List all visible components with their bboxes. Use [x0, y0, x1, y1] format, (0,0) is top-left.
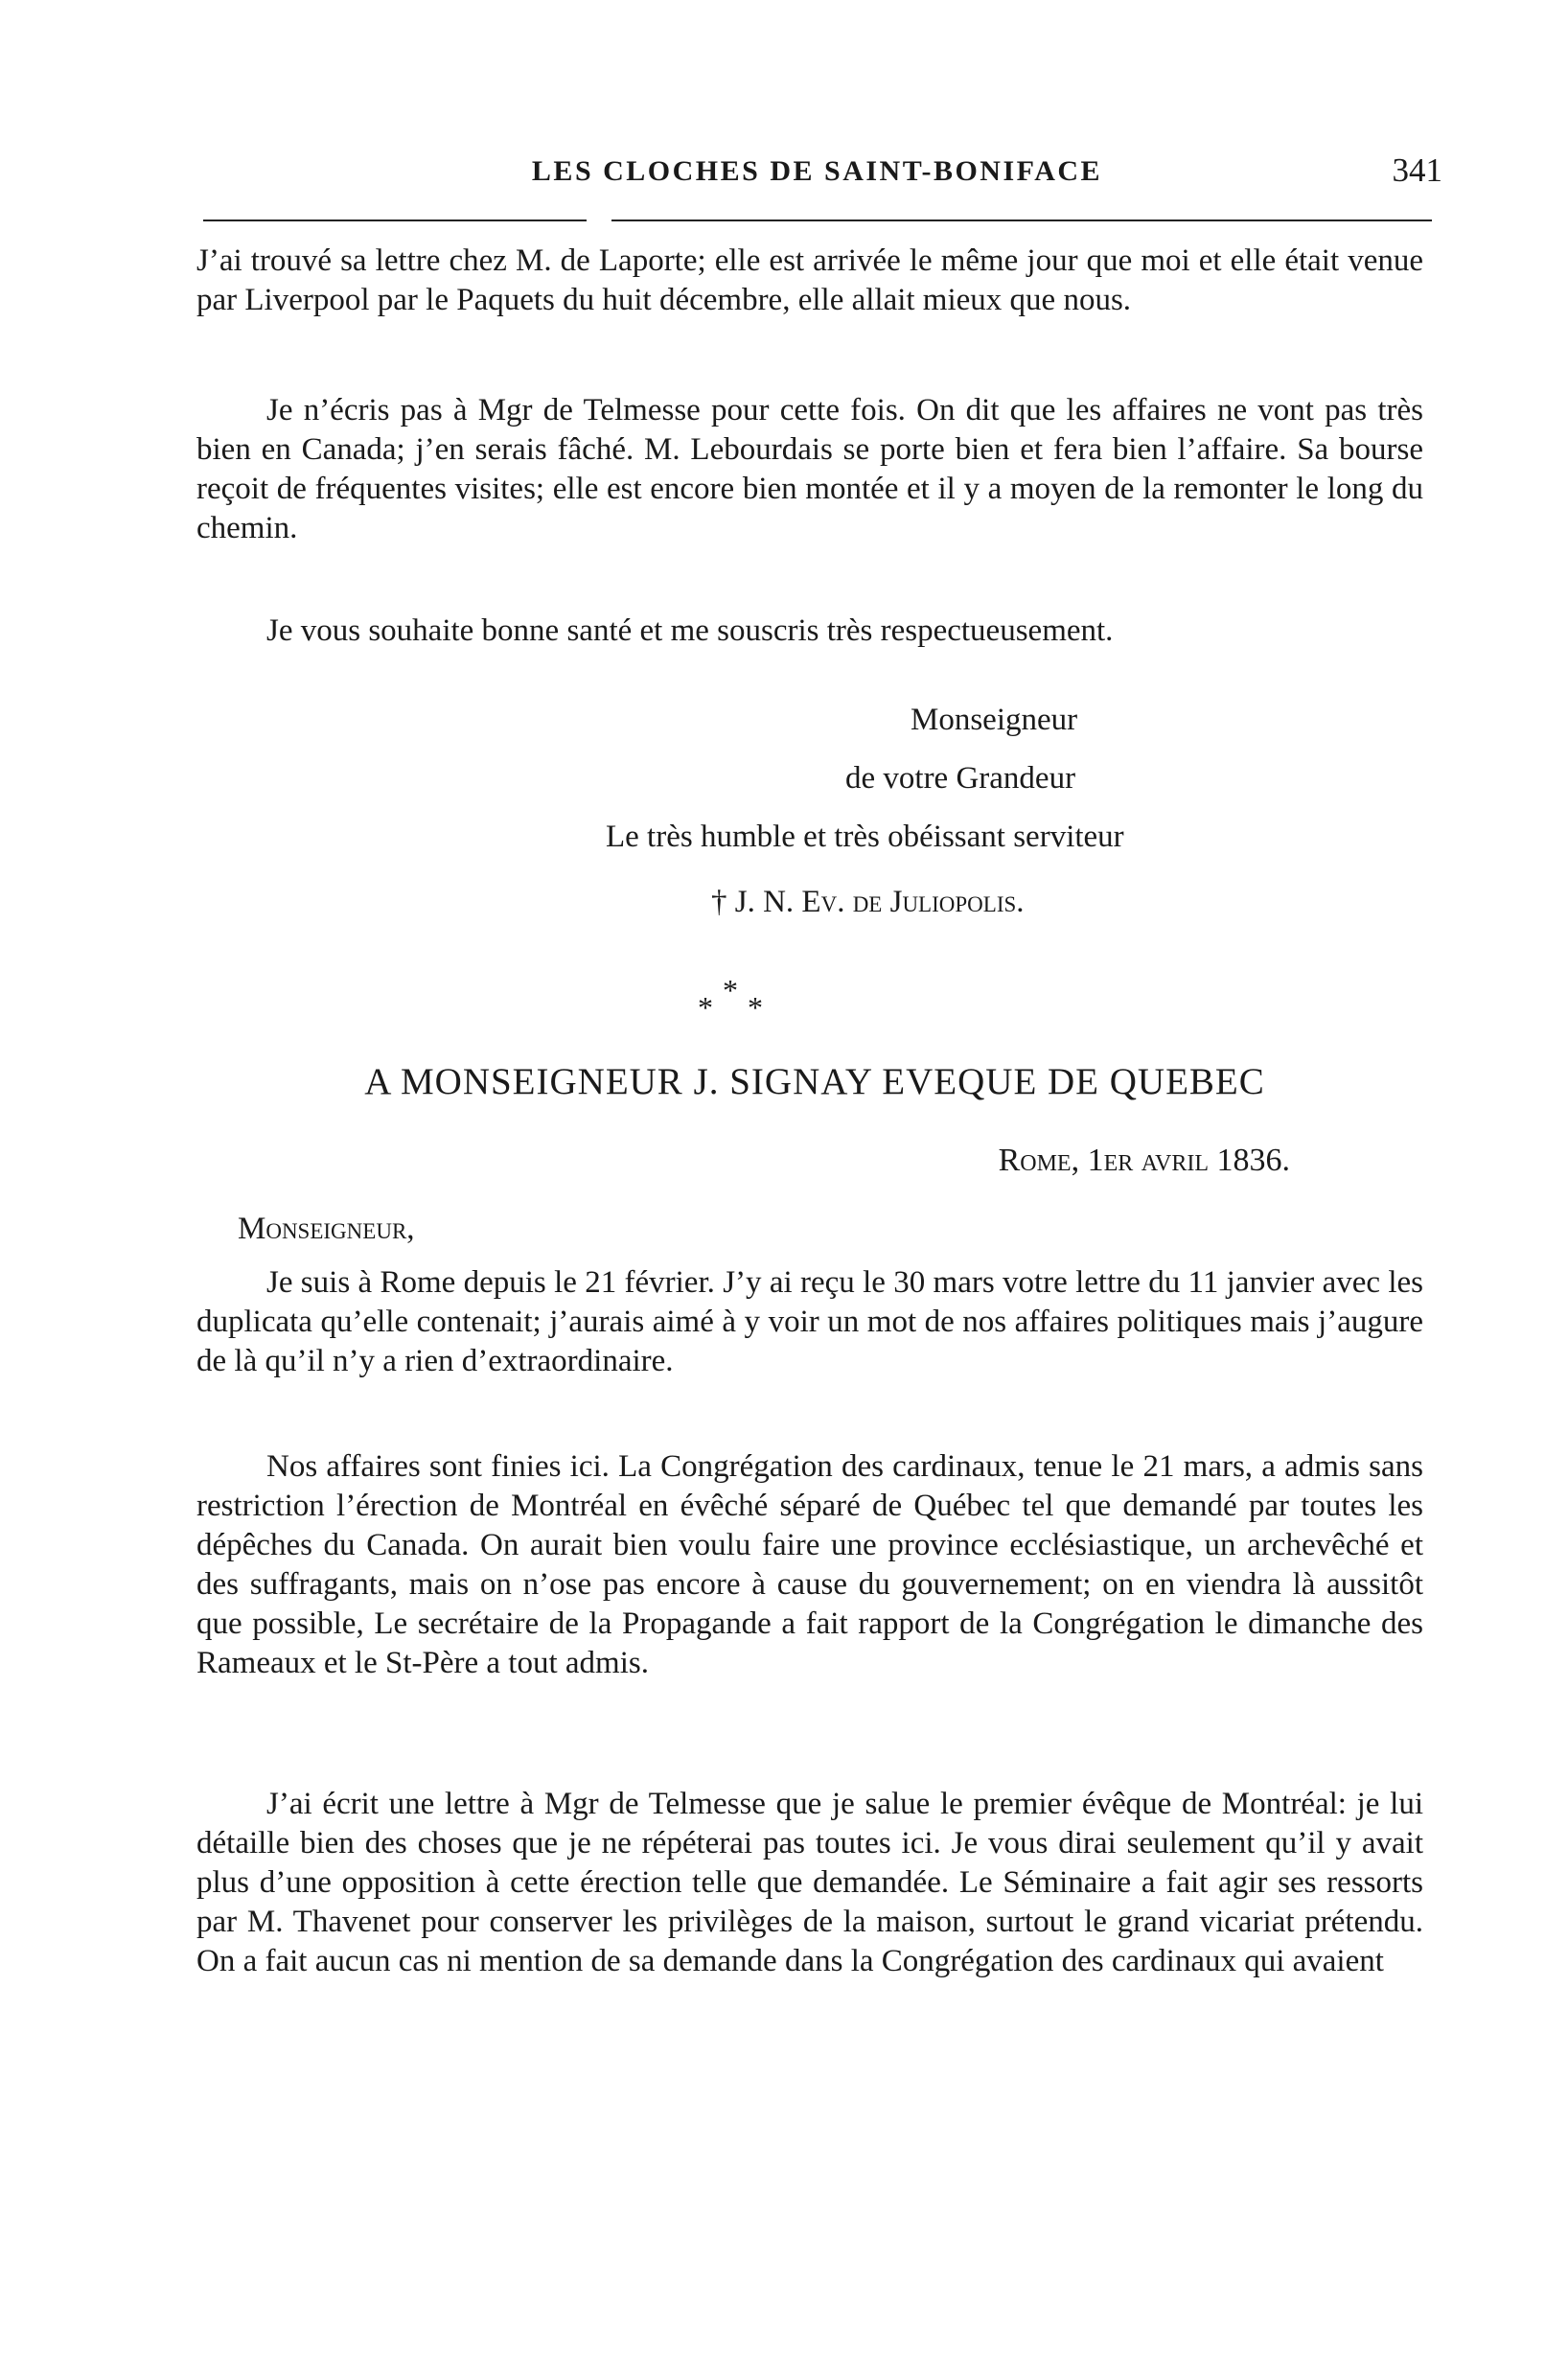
letter2-paragraph-3: J’ai écrit une lettre à Mgr de Telmesse que je salue le premier évêque de Montréal: je lui détaille bien des choses que je ne répéterai pas toutes ici. Je vous dirai seulement qu’il y avait plus d’une opposition à cette érection telle que demandée. Le Séminaire a fait agir ses ressorts par M. Thavenet pour conserver les privilèges de la maison, surtout le grand vicariat prétendu. On a fait aucun cas ni mention de sa demande dans la Congrégation des cardinaux qui avaient — [196, 1787, 1423, 1978]
closing-grandeur: de votre Grandeur — [845, 761, 1076, 796]
letter2-paragraph-2: Nos affaires sont finies ici. La Congrégation des cardinaux, tenue le 21 mars, a admis sans restriction l’érection de Montréal en évêché séparé de Québec tel que demandé par toutes les dépêches du Canada. On aurait bien voulu faire une province ecclésiastique, un archevêché et des suffragants, mais on n’ose pas encore à cause du gouvernement; on en viendra là aussitôt que possible, Le secrétaire de la Propagande a fait rapport de la Congrégation le dimanche des Rameaux et le St-Père a tout admis. — [196, 1449, 1423, 1680]
letter1-paragraph-2: Je n’écris pas à Mgr de Telmesse pour cette fois. On dit que les affaires ne vont pas très bien en Canada; j’en serais fâché. M. Lebourdais se porte bien et fera bien l’affaire. Sa bourse reçoit de fréquentes visites; elle est encore bien montée et il y a moyen de la remonter le long du chemin. — [196, 393, 1423, 545]
section-asterism: * * * — [698, 973, 763, 1025]
letter2-title: A MONSEIGNEUR J. SIGNAY EVEQUE DE QUEBEC — [364, 1061, 1265, 1102]
page-number: 341 — [1392, 151, 1442, 189]
letter2-dateline: Rome, 1er avril 1836. — [998, 1143, 1290, 1178]
letter1-paragraph-1: J’ai trouvé sa lettre chez M. de Laporte; elle est arrivée le même jour que moi et elle était venue par Liverpool par le Paquets du huit décembre, elle allait mieux que nous. — [196, 243, 1423, 317]
letter2-salutation: Monseigneur, — [238, 1212, 415, 1246]
letter2-paragraph-1: Je suis à Rome depuis le 21 février. J’y ai reçu le 30 mars votre lettre du 11 janvier avec les duplicata qu’elle contenait; j’aurais aimé à y voir un mot de nos affaires politiques mais j’augure de là qu’il n’y a rien d’extraordinaire. — [196, 1265, 1423, 1378]
header-rule-right — [611, 220, 1432, 221]
signature: † J. N. Ev. de Juliopolis. — [711, 885, 1025, 919]
closing-servant: Le très humble et très obéissant serviteur — [606, 820, 1124, 854]
header-rule-left — [203, 220, 587, 221]
running-title: LES CLOCHES DE SAINT-BONIFACE — [531, 155, 1103, 187]
closing-address: Monseigneur — [911, 703, 1078, 737]
page-header — [192, 151, 1442, 197]
letter1-paragraph-3: Je vous souhaite bonne santé et me souscris très respectueusement. — [266, 613, 1114, 648]
